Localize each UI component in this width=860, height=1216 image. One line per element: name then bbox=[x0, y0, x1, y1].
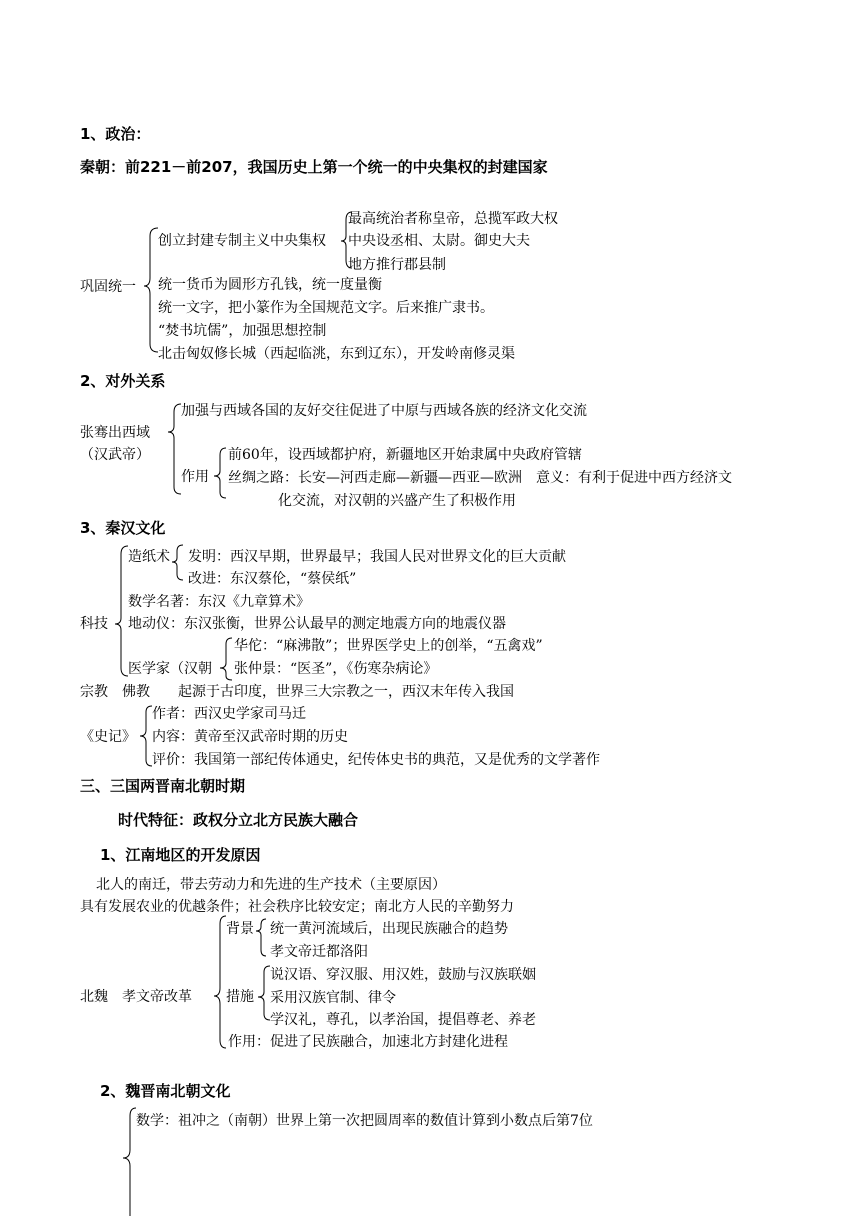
jiangnan-reason: 具有发展农业的优越条件；社会秩序比较安定；南北方人民的辛勤努力 bbox=[80, 899, 514, 915]
qin-dynasty-line: 秦朝：前221－前207，我国历史上第一个统一的中央集权的封建国家 bbox=[80, 158, 548, 176]
section-heading-foreign-relations: 2、对外关系 bbox=[80, 372, 166, 390]
seismograph-line: 地动仪：东汉张衡，世界公认最早的测定地震方向的地震仪器 bbox=[128, 616, 506, 632]
papermaking-item: 发明：西汉早期，世界最早；我国人民对世界文化的巨大贡献 bbox=[188, 549, 566, 565]
effect-item: 丝绸之路：长安—河西走廊—新疆—西亚—欧洲 意义：有利于促进中西方经济文 bbox=[228, 470, 732, 486]
measure-item: 采用汉族官制、律令 bbox=[270, 990, 396, 1006]
centralization-item: 地方推行郡县制 bbox=[348, 257, 446, 273]
background-item: 孝文帝迁都洛阳 bbox=[270, 944, 368, 960]
subheading-wei-jin-culture: 2、魏晋南北朝文化 bbox=[100, 1082, 231, 1100]
consolidate-unification-label: 巩固统一 bbox=[80, 279, 136, 295]
xiaowen-reform-label: 北魏 孝文帝改革 bbox=[80, 989, 192, 1005]
measures-label: 措施 bbox=[226, 989, 254, 1005]
jiangnan-reason: 北人的南迁，带去劳动力和先进的生产技术（主要原因） bbox=[96, 877, 446, 893]
physician-item: 张仲景：“医圣”，《伤寒杂病论》 bbox=[234, 661, 438, 677]
shiji-item: 内容：黄帝至汉武帝时期的历史 bbox=[152, 729, 348, 745]
physician-item: 华佗：“麻沸散”；世界医学史上的创举，“五禽戏” bbox=[234, 638, 543, 654]
measure-item: 学汉礼，尊孔，以孝治国，提倡尊老、养老 bbox=[270, 1012, 536, 1028]
effect-item: 前60年，设西域都护府，新疆地区开始隶属中央政府管辖 bbox=[228, 447, 582, 463]
centralization-item: 中央设丞相、太尉。御史大夫 bbox=[348, 233, 530, 249]
zu-chongzhi-line: 数学：祖冲之（南朝）世界上第一次把圆周率的数值计算到小数点后第7位 bbox=[136, 1113, 593, 1129]
unification-item: 统一文字，把小篆作为全国规范文字。后来推广隶书。 bbox=[158, 300, 494, 316]
zhang-qian-label: 张骞出西域 bbox=[80, 425, 150, 441]
papermaking-label: 造纸术 bbox=[128, 549, 170, 565]
shiji-item: 作者：西汉史学家司马迁 bbox=[152, 706, 306, 722]
papermaking-item: 改进：东汉蔡伦，“蔡侯纸” bbox=[188, 571, 357, 587]
background-label: 背景 bbox=[226, 921, 254, 937]
measure-item: 说汉语、穿汉服、用汉姓，鼓励与汉族联姻 bbox=[270, 967, 536, 983]
effect-label: 作用 bbox=[181, 469, 209, 485]
unification-item: “焚书坑儒”，加强思想控制 bbox=[158, 323, 327, 339]
era-feature-line: 时代特征：政权分立北方民族大融合 bbox=[118, 811, 359, 829]
unification-item: 北击匈奴修长城（西起临洮，东到辽东），开发岭南修灵渠 bbox=[158, 346, 515, 362]
section-heading-three-kingdoms: 三、三国两晋南北朝时期 bbox=[80, 777, 246, 795]
reform-effect-line: 作用：促进了民族融合，加速北方封建化进程 bbox=[228, 1034, 508, 1050]
zhang-qian-item: 加强与西域各国的友好交往促进了中原与西域各族的经济文化交流 bbox=[181, 403, 587, 419]
section-heading-politics: 1、政治： bbox=[80, 125, 151, 143]
math-classic-line: 数学名著：东汉《九章算术》 bbox=[128, 594, 310, 610]
centralization-item: 最高统治者称皇帝，总揽军政大权 bbox=[348, 211, 558, 227]
section-heading-qin-han-culture: 3、秦汉文化 bbox=[80, 519, 166, 537]
unification-item: 统一货币为圆形方孔钱，统一度量衡 bbox=[158, 277, 382, 293]
background-item: 统一黄河流域后，出现民族融合的趋势 bbox=[270, 921, 508, 937]
shiji-label: 《史记》 bbox=[80, 729, 136, 745]
effect-item: 化交流，对汉朝的兴盛产生了积极作用 bbox=[278, 493, 516, 509]
technology-label: 科技 bbox=[80, 616, 108, 632]
subheading-jiangnan: 1、江南地区的开发原因 bbox=[100, 846, 261, 864]
shiji-item: 评价：我国第一部纪传体通史，纪传体史书的典范，又是优秀的文学著作 bbox=[152, 752, 600, 768]
han-wudi-label: （汉武帝） bbox=[80, 447, 150, 463]
religion-line: 宗教 佛教 起源于古印度，世界三大宗教之一，西汉末年传入我国 bbox=[80, 684, 514, 700]
physicians-label: 医学家（汉朝 bbox=[128, 661, 212, 677]
centralization-label: 创立封建专制主义中央集权 bbox=[158, 233, 326, 249]
